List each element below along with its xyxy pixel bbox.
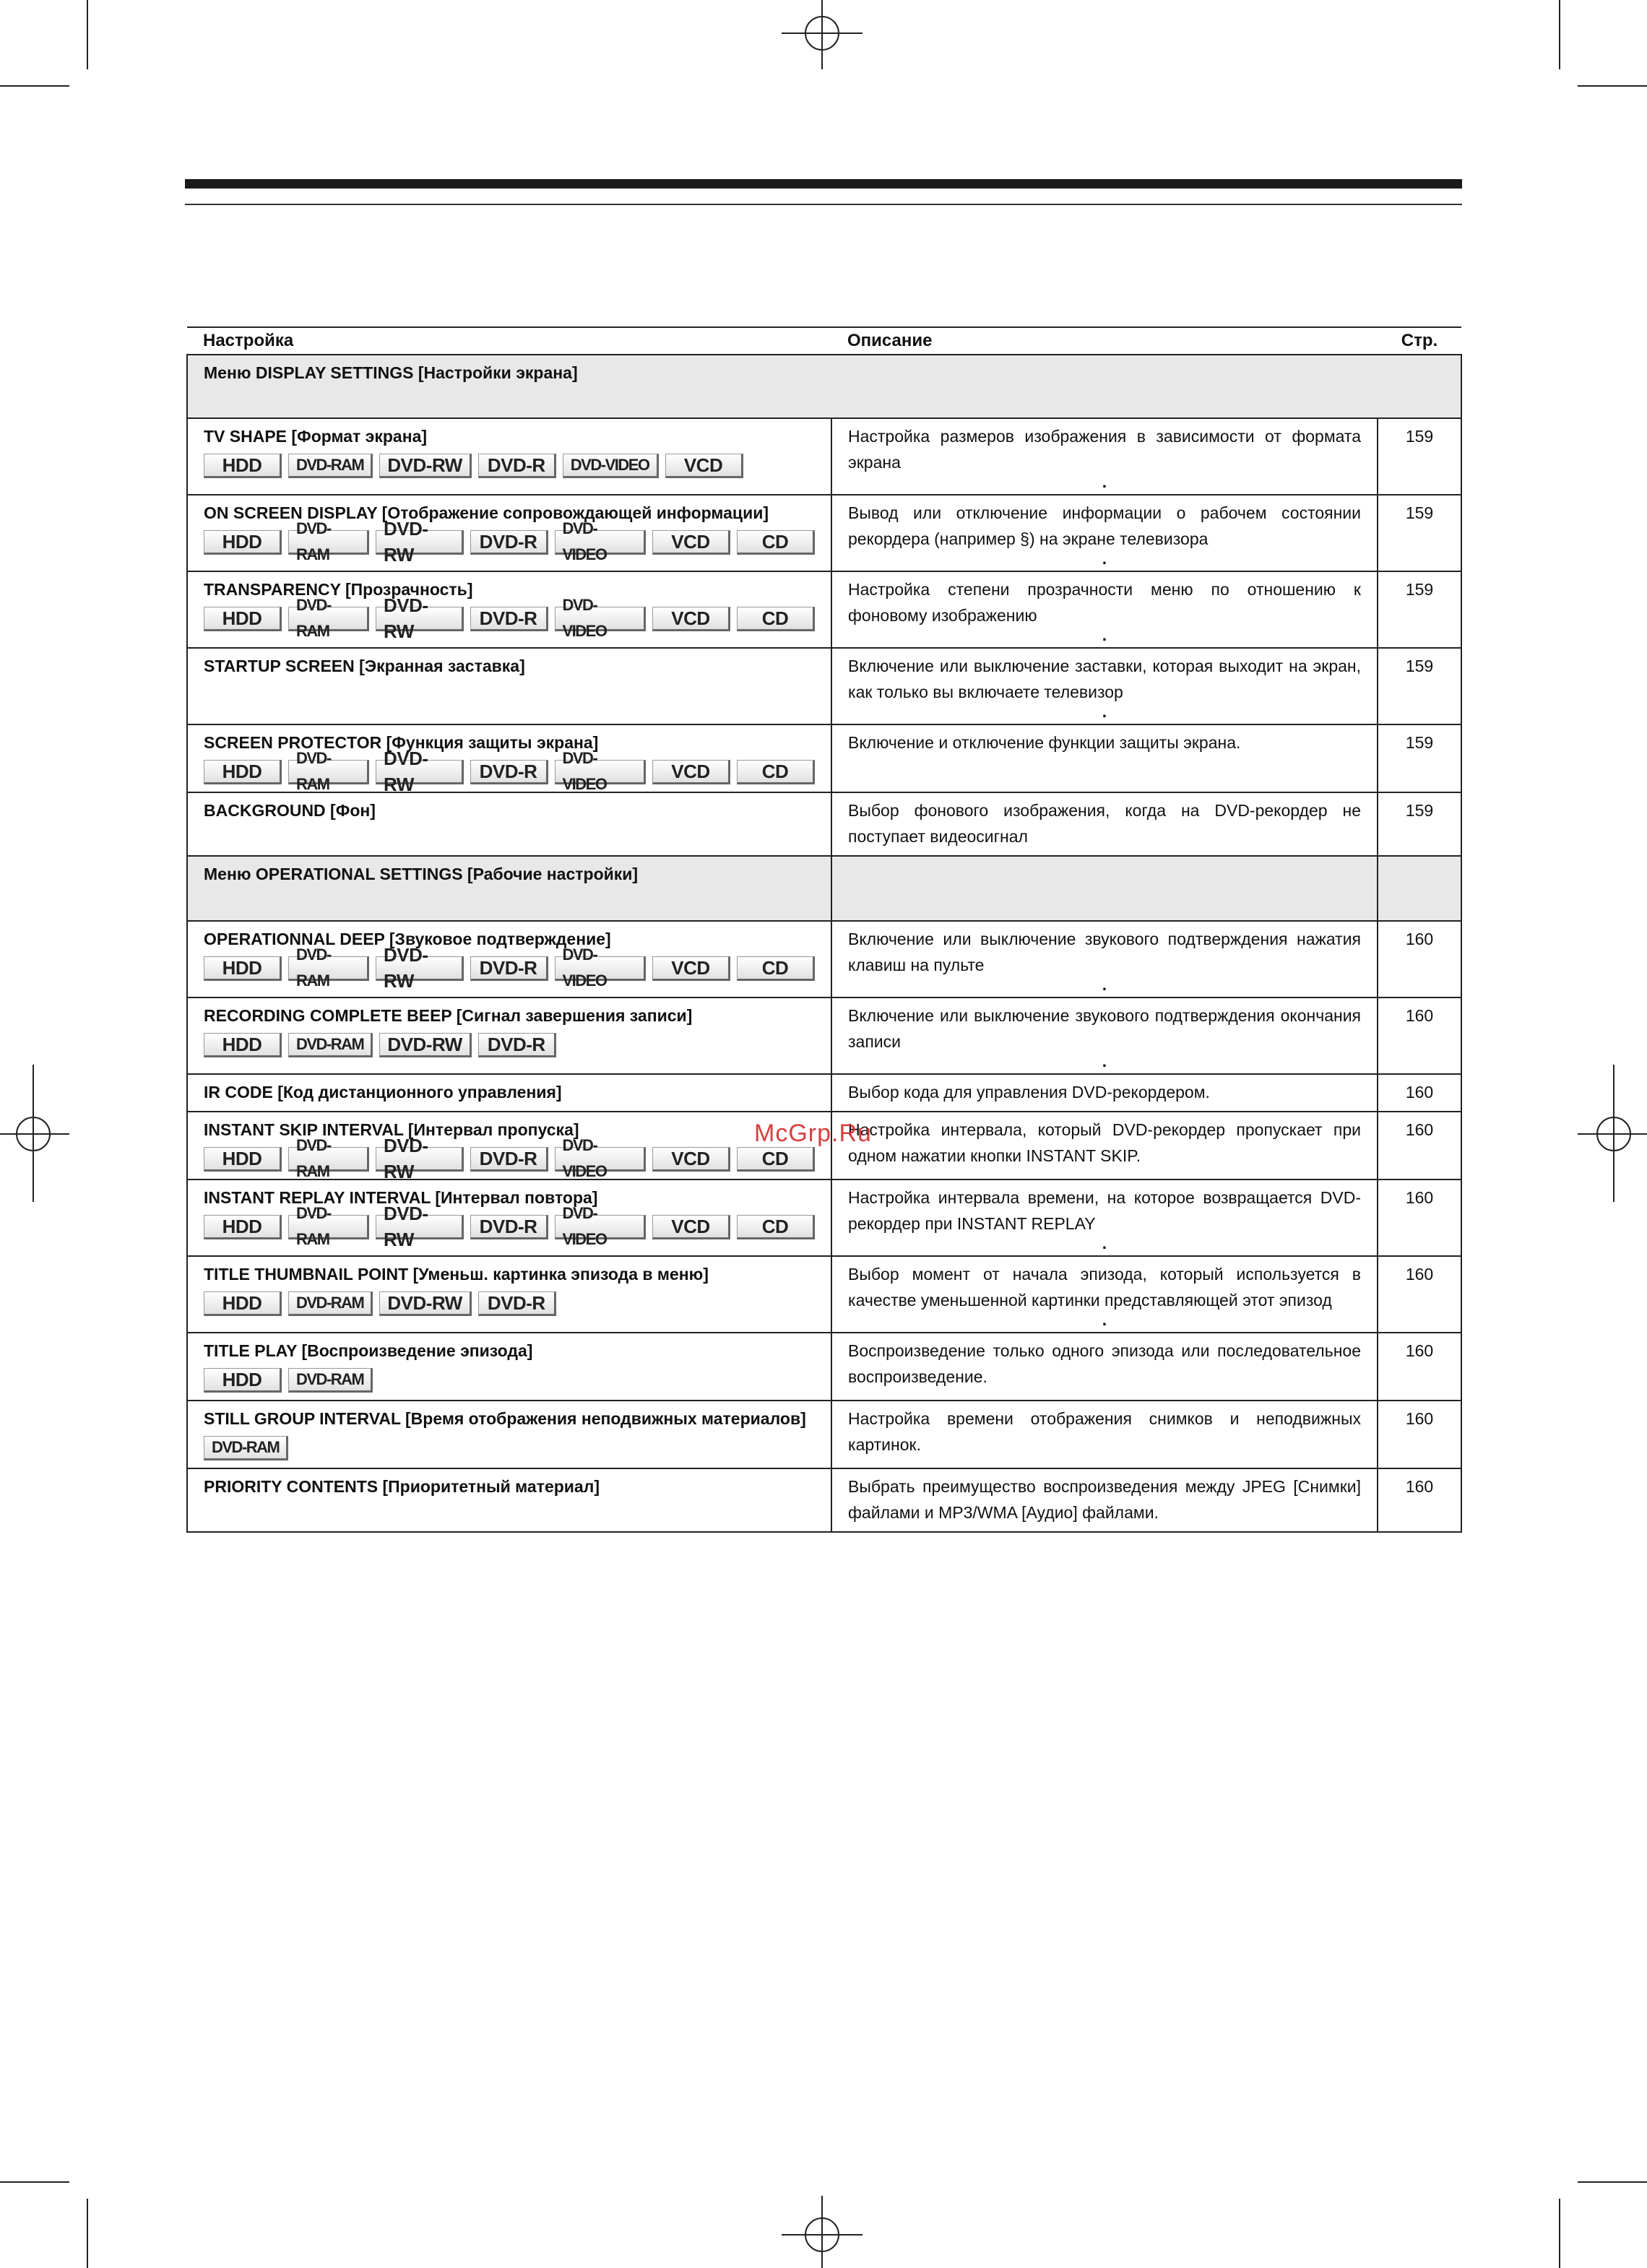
table-row <box>187 1401 1461 1468</box>
setting-cell <box>187 495 831 571</box>
setting-name: TV SHAPE [Формат экрана] <box>204 427 428 446</box>
settings-table <box>186 326 1462 1533</box>
setting-description: Выбор фонового изображения, когда на DVD-рекордер не поступает видеосигнал <box>848 801 1361 846</box>
media-badge-dvd-ram: DVD-RAM <box>288 1291 373 1316</box>
setting-description: Воспроизведение только одного эпизода или последовательное воспроизведение. <box>848 1341 1361 1386</box>
setting-cell <box>187 1256 831 1333</box>
footnote-dot: . <box>1102 626 1107 644</box>
media-badge-dvd-ram: DVD-RAM <box>288 530 369 555</box>
media-badge-dvd-ram: DVD-RAM <box>288 1033 373 1057</box>
table-row <box>187 1333 1461 1401</box>
footnote-dot: . <box>1102 549 1107 568</box>
media-badges <box>204 594 815 642</box>
media-badge-dvd-ram: DVD-RAM <box>288 607 369 631</box>
setting-name: RECORDING COMPLETE BEEP [Сигнал завершения записи] <box>204 1006 693 1025</box>
media-badge-vcd: VCD <box>652 956 730 981</box>
setting-description: Включение или выключение заставки, которая выходит на экран, как только вы включаете телевизор <box>848 657 1361 701</box>
setting-cell <box>187 1074 831 1112</box>
media-badge-hdd: HDD <box>204 956 282 981</box>
setting-description: Настройка размеров изображения в зависимости от формата экрана <box>848 427 1361 472</box>
setting-name: BACKGROUND [Фон] <box>204 801 376 820</box>
media-badge-vcd: VCD <box>652 1147 730 1172</box>
crop-mark <box>87 0 88 69</box>
media-badge-dvd-r: DVD-R <box>470 956 548 981</box>
empty-cell <box>1378 856 1461 921</box>
page-number: 159 <box>1378 724 1461 792</box>
setting-description: Включение или выключение звукового подтверждения окончания записи <box>848 1006 1361 1051</box>
media-badge-dvd-video: DVD-VIDEO <box>555 956 647 981</box>
description-cell <box>831 921 1378 997</box>
crop-mark <box>1578 85 1647 87</box>
media-badges <box>204 1368 815 1394</box>
media-badge-hdd: HDD <box>204 1147 282 1172</box>
section-title: Меню DISPLAY SETTINGS [Настройки экрана] <box>187 355 1461 418</box>
table-row <box>187 724 1461 792</box>
page-number: 159 <box>1378 648 1461 724</box>
description-cell <box>831 1256 1378 1333</box>
section-operational-settings <box>187 856 1461 921</box>
media-badge-dvd-video: DVD-VIDEO <box>555 760 647 784</box>
table-header-row <box>187 327 1461 355</box>
description-cell <box>831 997 1378 1074</box>
setting-name: STILL GROUP INTERVAL [Время отображения неподвижных материалов] <box>204 1409 806 1428</box>
footnote-dot: . <box>1102 1052 1107 1070</box>
media-badge-dvd-rw: DVD-RW <box>376 530 463 555</box>
empty-cell <box>831 856 1378 921</box>
table-row <box>187 648 1461 724</box>
section-display-settings <box>187 355 1461 418</box>
description-cell <box>831 1468 1378 1532</box>
media-badge-hdd: HDD <box>204 607 282 631</box>
media-badge-dvd-ram: DVD-RAM <box>288 1368 373 1393</box>
header-setting: Настройка <box>187 327 831 355</box>
footnote-dot: . <box>1102 472 1107 491</box>
setting-description: Настройка степени прозрачности меню по отношению к фоновому изображению <box>848 580 1361 625</box>
setting-name: STARTUP SCREEN [Экранная заставка] <box>204 657 525 675</box>
media-badge-dvd-rw: DVD-RW <box>379 454 471 478</box>
media-badge-dvd-r: DVD-R <box>470 1215 548 1239</box>
table-row <box>187 571 1461 648</box>
table-row <box>187 997 1461 1074</box>
media-badge-vcd: VCD <box>652 760 730 784</box>
setting-cell <box>187 571 831 648</box>
description-cell <box>831 792 1378 856</box>
media-badges <box>204 1436 815 1462</box>
media-badge-hdd: HDD <box>204 530 282 555</box>
setting-cell <box>187 1112 831 1180</box>
setting-name: SCREEN PROTECTOR [Функция защиты экрана] <box>204 733 599 752</box>
section-title: Меню OPERATIONAL SETTINGS [Рабочие настройки] <box>187 856 831 921</box>
media-badge-dvd-ram: DVD-RAM <box>288 454 373 478</box>
setting-description: Настройка интервала, который DVD-рекордер пропускает при одном нажатии кнопки INSTANT SKIP. <box>848 1120 1361 1165</box>
media-badge-dvd-video: DVD-VIDEO <box>555 1215 647 1239</box>
media-badge-dvd-r: DVD-R <box>478 1033 556 1057</box>
media-badge-dvd-rw: DVD-RW <box>379 1291 471 1316</box>
description-cell <box>831 571 1378 648</box>
media-badge-vcd: VCD <box>652 1215 730 1239</box>
media-badge-dvd-rw: DVD-RW <box>376 956 463 981</box>
table-row <box>187 921 1461 997</box>
page-number: 160 <box>1378 1180 1461 1256</box>
media-badge-cd: CD <box>737 1147 815 1172</box>
page-number: 160 <box>1378 1074 1461 1112</box>
table-row <box>187 1256 1461 1333</box>
page-number: 160 <box>1378 997 1461 1074</box>
setting-description: Выбрать преимущество воспроизведения между JPEG [Снимки] файлами и MP3/WMA [Аудио] файлами. <box>848 1477 1361 1522</box>
media-badge-hdd: HDD <box>204 1291 282 1316</box>
media-badge-hdd: HDD <box>204 1368 282 1393</box>
media-badge-vcd: VCD <box>652 530 730 555</box>
media-badge-dvd-video: DVD-VIDEO <box>555 607 647 631</box>
media-badges <box>204 1135 815 1182</box>
page-number: 159 <box>1378 495 1461 571</box>
crop-mark <box>0 2181 69 2183</box>
crop-mark <box>0 85 69 87</box>
media-badge-dvd-r: DVD-R <box>470 760 548 784</box>
setting-cell <box>187 724 831 795</box>
footnote-dot: . <box>1102 975 1107 994</box>
table-row <box>187 495 1461 571</box>
media-badges <box>204 748 815 795</box>
setting-cell <box>187 997 831 1074</box>
media-badge-dvd-r: DVD-R <box>478 1291 556 1316</box>
setting-cell <box>187 1468 831 1532</box>
setting-description: Вывод или отключение информации о рабочем состоянии рекордера (например §) на экране телевизора <box>848 503 1361 548</box>
media-badge-cd: CD <box>737 760 815 784</box>
table-row <box>187 1468 1461 1532</box>
media-badge-hdd: HDD <box>204 1215 282 1239</box>
description-cell <box>831 1180 1378 1256</box>
description-cell <box>831 1401 1378 1468</box>
setting-name: TITLE PLAY [Воспроизведение эпизода] <box>204 1341 533 1360</box>
table-row <box>187 792 1461 856</box>
setting-name: TITLE THUMBNAIL POINT [Уменьш. картинка эпизода в меню] <box>204 1265 709 1284</box>
footnote-dot: . <box>1102 1234 1107 1252</box>
setting-description: Выбор кода для управления DVD-рекордером. <box>848 1083 1210 1101</box>
header-rule-thin <box>185 204 1462 205</box>
media-badge-dvd-video: DVD-VIDEO <box>555 530 647 555</box>
setting-name: INSTANT REPLAY INTERVAL [Интервал повтора] <box>204 1188 598 1207</box>
setting-cell <box>187 1180 831 1256</box>
media-badges <box>204 454 815 480</box>
setting-cell <box>187 418 831 495</box>
page-number: 159 <box>1378 571 1461 648</box>
setting-cell <box>187 921 831 997</box>
setting-name: IR CODE [Код дистанционного управления] <box>204 1083 562 1101</box>
description-cell <box>831 1074 1378 1112</box>
crop-mark <box>87 2199 88 2268</box>
media-badge-vcd: VCD <box>665 454 743 478</box>
page-number: 160 <box>1378 1112 1461 1180</box>
media-badge-dvd-rw: DVD-RW <box>376 1215 463 1239</box>
media-badge-dvd-ram: DVD-RAM <box>288 760 369 784</box>
media-badges <box>204 1291 815 1317</box>
crop-mark <box>1578 2181 1647 2183</box>
page-number: 160 <box>1378 1401 1461 1468</box>
crop-mark <box>1559 0 1560 69</box>
media-badge-dvd-r: DVD-R <box>470 1147 548 1172</box>
table-row <box>187 418 1461 495</box>
media-badge-hdd: HDD <box>204 1033 282 1057</box>
media-badges <box>204 1033 815 1059</box>
footnote-dot: . <box>1102 1310 1107 1329</box>
setting-name: OPERATIONNAL DEEP [Звуковое подтверждение] <box>204 930 611 948</box>
media-badge-dvd-r: DVD-R <box>470 530 548 555</box>
watermark: McGrp.Ru <box>754 1120 872 1147</box>
media-badge-dvd-video: DVD-VIDEO <box>563 454 659 478</box>
media-badge-dvd-rw: DVD-RW <box>376 607 463 631</box>
page-number: 159 <box>1378 418 1461 495</box>
media-badges <box>204 518 815 566</box>
header-rule-thick <box>185 179 1462 189</box>
header-description: Описание <box>831 327 1378 355</box>
media-badge-cd: CD <box>737 1215 815 1239</box>
media-badge-dvd-rw: DVD-RW <box>376 760 463 784</box>
description-cell <box>831 495 1378 571</box>
setting-name: INSTANT SKIP INTERVAL [Интервал пропуска] <box>204 1120 579 1139</box>
setting-cell <box>187 792 831 856</box>
footnote-dot: . <box>1102 702 1107 721</box>
media-badge-dvd-ram: DVD-RAM <box>288 956 369 981</box>
setting-description: Настройка интервала времени, на которое возвращается DVD-рекордер при INSTANT REPLAY <box>848 1188 1361 1233</box>
description-cell <box>831 1333 1378 1401</box>
media-badge-vcd: VCD <box>652 607 730 631</box>
setting-cell <box>187 1401 831 1468</box>
table-row <box>187 1180 1461 1256</box>
table-row <box>187 1074 1461 1112</box>
media-badge-cd: CD <box>737 530 815 555</box>
description-cell <box>831 648 1378 724</box>
page-number: 160 <box>1378 1256 1461 1333</box>
crop-mark <box>1559 2199 1560 2268</box>
setting-description: Настройка времени отображения снимков и неподвижных картинок. <box>848 1409 1361 1454</box>
page-number: 160 <box>1378 1468 1461 1532</box>
media-badge-dvd-ram: DVD-RAM <box>288 1215 369 1239</box>
header-page: Стр. <box>1378 327 1461 355</box>
media-badge-dvd-video: DVD-VIDEO <box>555 1147 647 1172</box>
media-badge-hdd: HDD <box>204 454 282 478</box>
media-badge-dvd-rw: DVD-RW <box>379 1033 471 1057</box>
setting-name: ON SCREEN DISPLAY [Отображение сопровождающей информации] <box>204 503 769 522</box>
description-cell <box>831 724 1378 792</box>
page-number: 160 <box>1378 921 1461 997</box>
media-badge-dvd-r: DVD-R <box>478 454 556 478</box>
setting-name: TRANSPARENCY [Прозрачность] <box>204 580 473 599</box>
description-cell <box>831 418 1378 495</box>
setting-description: Выбор момент от начала эпизода, который используется в качестве уменьшенной картинки представляющей этот эпизод <box>848 1265 1361 1310</box>
setting-name: PRIORITY CONTENTS [Приоритетный материал] <box>204 1477 600 1496</box>
setting-description: Включение или выключение звукового подтверждения нажатия клавиш на пульте <box>848 930 1361 974</box>
media-badges <box>204 1203 815 1250</box>
media-badges <box>204 944 815 992</box>
media-badge-dvd-ram: DVD-RAM <box>288 1147 369 1172</box>
description-cell <box>831 1112 1378 1180</box>
media-badge-hdd: HDD <box>204 760 282 784</box>
setting-cell <box>187 1333 831 1401</box>
page-number: 159 <box>1378 792 1461 856</box>
media-badge-dvd-r: DVD-R <box>470 607 548 631</box>
media-badge-dvd-ram: DVD-RAM <box>204 1436 288 1460</box>
media-badge-cd: CD <box>737 956 815 981</box>
setting-cell <box>187 648 831 724</box>
media-badge-cd: CD <box>737 607 815 631</box>
page-number: 160 <box>1378 1333 1461 1401</box>
setting-description: Включение и отключение функции защиты экрана. <box>848 733 1241 752</box>
media-badge-dvd-rw: DVD-RW <box>376 1147 463 1172</box>
